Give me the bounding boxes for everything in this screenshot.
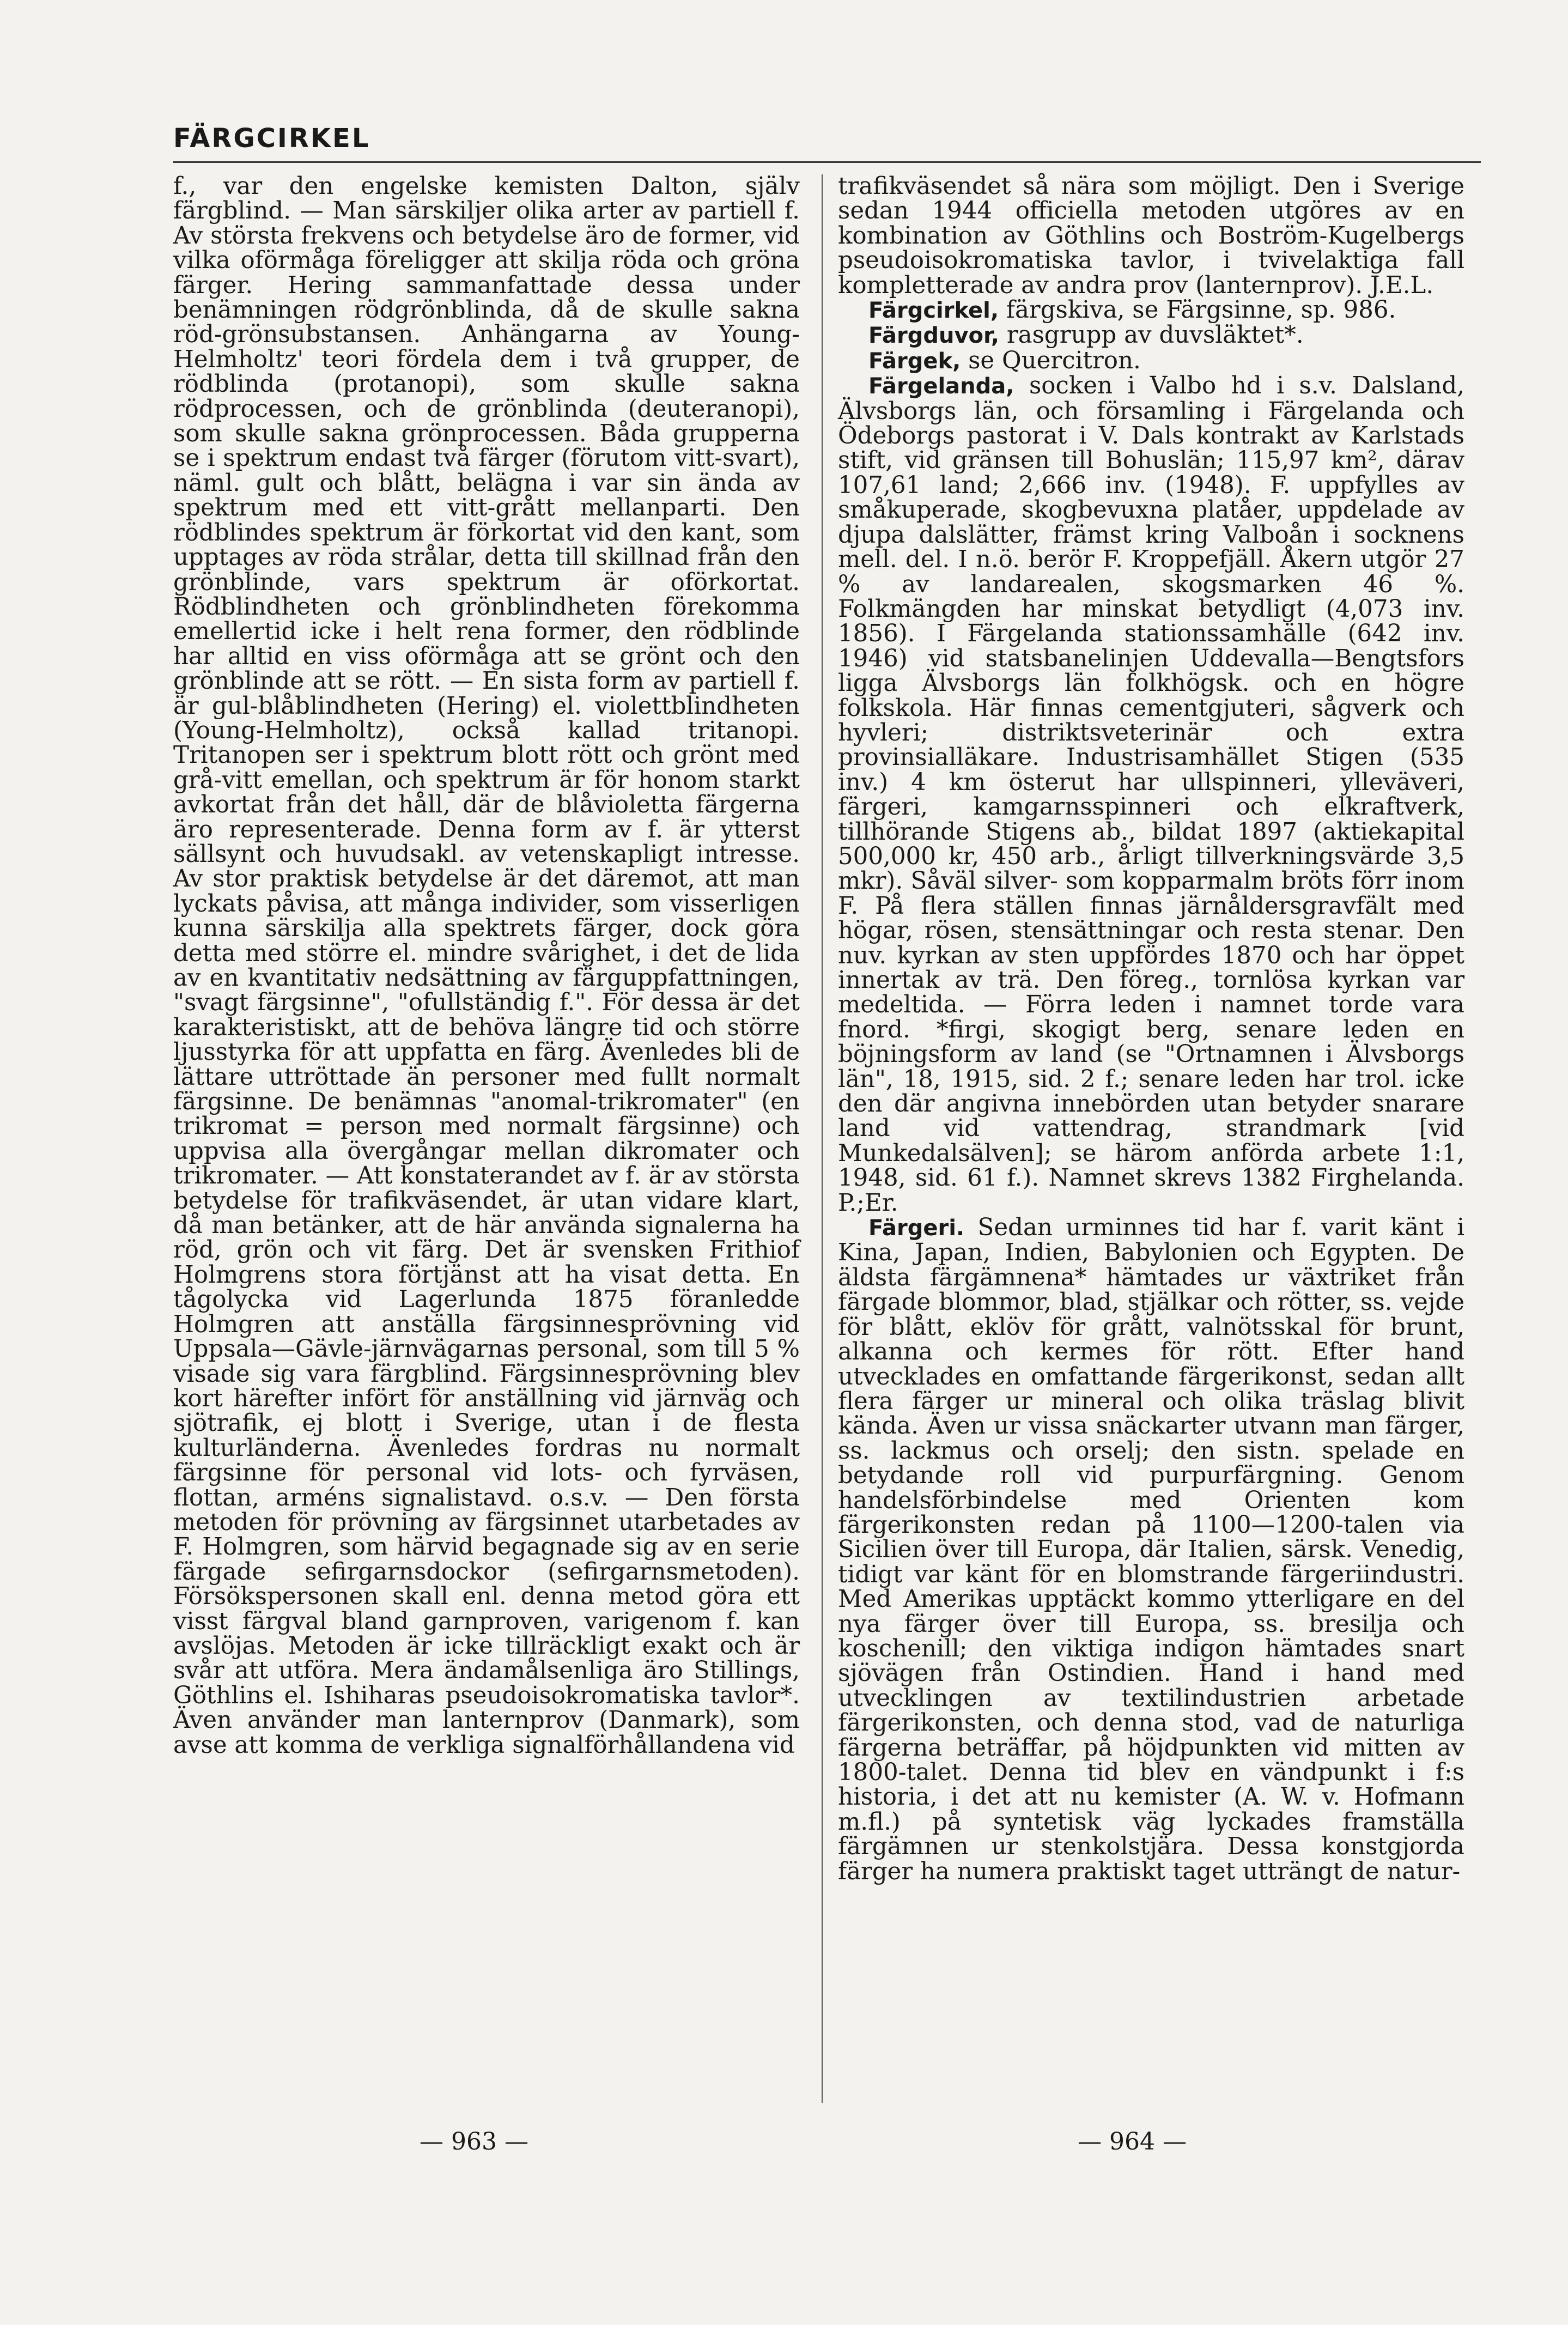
column-divider bbox=[822, 174, 823, 2103]
page-number-left: — 963 — bbox=[420, 2128, 528, 2156]
entry-body: Sedan urminnes tid har f. varit känt i Kina, Japan, Indien, Babylonien och Egypten. De äldsta färgämnena* hämtades ur växtriket från färgade blommor, blad, stjälkar och rötter, ss. vejde för blått, eklöv för grått, valnötsskal för brunt, alkanna och kermes för rött. Efter hand utvecklades en omfattande färgerikonst, sedan allt flera färger ur mineral och olika träslag blivit kända. Även ur vissa snäckarter utvann man färger, ss. lackmus och orselj; den sistn. spelade en betydande roll vid purpurfärgning. Genom handelsförbindelse med Orienten kom färgerikonsten redan på 1100—1200-talen via Sicilien över till Europa, där Italien, särsk. Venedig, tidigt var känt för en blomstrande färgeriindustri. Med Amerikas upptäckt kommo ytterligare en del nya färger över till Europa, ss. bresilja och koschenill; den viktiga indigon hämtades snart sjövägen från Ostindien. Hand i hand med utvecklingen av textilindustrien arbetade färgerikonsten, och denna stod, vad de naturliga färgerna beträffar, på höjdpunkten vid mitten av 1800-talet. Denna tid blev en vändpunkt i f:s historia, i det att nu kemister (A. W. v. Hofmann m.fl.) på syntetisk väg lyckades framställa färgämnen ur stenkolstjära. Dessa konstgjorda färger ha numera praktiskt taget utträngt de natur- bbox=[838, 1214, 1464, 1885]
entry-head: Färgelanda, bbox=[868, 374, 1014, 399]
entry-fargeri bbox=[838, 1216, 1464, 1884]
entry-body: socken i Valbo hd i s.v. Dalsland, Älvsborgs län, och församling i Färgelanda och Ödeborgs pastorat i V. Dals kontrakt av Karlstads stift, vid gränsen till Bohuslän; 115,97 km², därav 107,61 land; 2,666 inv. (1948). F. uppfylles av småkuperade, skogbevuxna platåer, uppdelade av djupa dalslätter, främst kring Valboån i socknens mell. del. I n.ö. berör F. Kroppefjäll. Åkern utgör 27 % av landarealen, skogsmarken 46 %. Folkmängden har minskat betydligt (4,073 inv. 1856). I Färgelanda stationssamhälle (642 inv. 1946) vid statsbanelinjen Uddevalla—Bengtsfors ligga Älvsborgs län folkhögsk. och en högre folkskola. Här finnas cementgjuteri, sågverk och hyvleri; distriktsveterinär och extra provinsialläkare. Industrisamhället Stigen (535 inv.) 4 km österut har ullspinneri, ylleväveri, färgeri, kamgarnsspinneri och elkraftverk, tillhörande Stigens ab., bildat 1897 (aktiekapital 500,000 kr, 450 arb., årligt tillverkningsvärde 3,5 mkr). Såväl silver- som kopparmalm bröts förr inom F. På flera ställen finnas järnåldersgravfält med högar, rösen, stensättningar och resta stenar. Den nuv. kyrkan av sten uppfördes 1870 och har öppet innertak av trä. Den föreg., tornlösa kyrkan var medeltida. — Förra leden i namnet torde vara fnord. *firgi, skogigt berg, senare leden en böjningsform av land (se "Ortnamnen i Älvsborgs län", 18, 1915, sid. 2 f.; senare leden har trol. icke den där angivna innebörden utan betyder snarare land vid vattendrag, strandmark [vid Munkedalsälven]; se härom anförda arbete 1:1, 1948, sid. 61 f.). Namnet skrevs 1382 Firghelanda. P.;Er. bbox=[838, 372, 1464, 1217]
entry-head: Färgcirkel, bbox=[868, 298, 999, 324]
entry-head: Färgek, bbox=[868, 348, 961, 374]
entry-body: se Quercitron. bbox=[961, 347, 1141, 374]
left-column-text: f., var den engelske kemisten Dalton, själv färgblind. — Man särskiljer olika arter av partiell f. Av största frekvens och betydelse äro de former, vid vilka oförmåga föreligger att skilja röda och gröna färger. Hering sammanfattade dessa under benämningen rödgrönblinda, då de skulle sakna röd-grönsubstansen. Anhängarna av Young-Helmholtz' teori fördela dem i två grupper, de rödblinda (protanopi), som skulle sakna rödprocessen, och de grönblinda (deuteranopi), som skulle sakna grönprocessen. Båda grupperna se i spektrum endast två färger (förutom vitt-svart), näml. gult och blått, belägna i var sin ända av spektrum med ett vitt-grått mellanparti. Den rödblindes spektrum är förkortat vid den kant, som upptages av röda strålar, detta till skillnad från den grönblinde, vars spektrum är oförkortat. Rödblindheten och grönblindheten förekomma emellertid icke i helt rena former, den rödblinde har alltid en viss oförmåga att se grönt och den grönblinde att se rött. — En sista form av partiell f. är gul-blåblindheten (Hering) el. violettblindheten (Young-Helmholtz), också kallad tritanopi. Tritanopen ser i spektrum blott rött och grönt med grå-vitt emellan, och spektrum är för honom starkt avkortat från det håll, där de blåvioletta färgerna äro representerade. Denna form av f. är ytterst sällsynt och huvudsakl. av vetenskapligt intresse. Av stor praktisk betydelse är det däremot, att man lyckats påvisa, att många individer, som visserligen kunna särskilja alla spektrets färger, dock göra detta med större el. mindre svårighet, i det de lida av en kvantitativ nedsättning av färguppfattningen, "svagt färgsinne", "ofullständig f.". För dessa är det karakteristiskt, att de behöva längre tid och större ljusstyrka för att uppfatta en färg. Ävenledes bli de lättare uttröttade än personer med fullt normalt färgsinne. De benämnas "anomal-trikromater" (en trikromat = person med normalt färgsinne) och uppvisa alla övergångar mellan dikromater och trikromater. — Att konstaterandet av f. är av största betydelse för trafikväsendet, är utan vidare klart, då man betänker, att de här använda signalerna ha röd, grön och vit färg. Det är svensken Frithiof Holmgrens stora förtjänst att ha visat detta. En tågolycka vid Lagerlunda 1875 föranledde Holmgren att anställa färgsinnesprövning vid Uppsala—Gävle-järnvägarnas personal, som till 5 % visade sig vara färgblind. Färgsinnesprövning blev kort härefter infört för anställning vid järnväg och sjötrafik, ej blott i Sverige, utan i de flesta kulturländerna. Ävenledes fordras nu normalt färgsinne för personal vid lots- och fyrväsen, flottan, arméns signalistavd. o.s.v. — Den första metoden för prövning av färgsinnet utarbetades av F. Holmgren, som härvid begagnade sig av en serie färgade sefirgarnsdockor (sefirgarnsmetoden). Försökspersonen skall enl. denna metod göra ett visst färgval bland garnproven, varigenom f. kan avslöjas. Metoden är icke tillräckligt exakt och är svår att utföra. Mera ändamålsenliga äro Stillings, Göthlins el. Ishiharas pseudoisokromatiska tavlor*. Även använder man lanternprov (Danmark), som avse att komma de verkliga signalförhållandena vid bbox=[173, 173, 800, 1759]
right-column bbox=[838, 174, 1464, 1884]
entry-fargduvor bbox=[838, 323, 1464, 348]
header-rule bbox=[173, 161, 1481, 163]
page-number-right: — 964 — bbox=[1078, 2128, 1187, 2156]
entry-body: rasgrupp av duvsläktet*. bbox=[999, 321, 1304, 349]
entry-head: Färgeri. bbox=[868, 1216, 965, 1241]
left-column bbox=[173, 174, 800, 1758]
entry-fargcirkel bbox=[838, 298, 1464, 323]
entry-fargek bbox=[838, 349, 1464, 374]
entry-body: färgskiva, se Färgsinne, sp. 986. bbox=[999, 296, 1396, 324]
entry-head: Färgduvor, bbox=[868, 323, 1000, 349]
entry-fargelanda bbox=[838, 374, 1464, 1216]
running-head: FÄRGCIRKEL bbox=[173, 123, 370, 154]
right-column-continuation: trafikväsendet så nära som möjligt. Den i Sverige sedan 1944 officiella metoden utgöres av en kombination av Göthlins och Boström-Kugelbergs pseudoisokromatiska tavlor, i tvivelaktiga fall kompletterade av andra prov (lanternprov). J.E.L. bbox=[838, 173, 1464, 299]
